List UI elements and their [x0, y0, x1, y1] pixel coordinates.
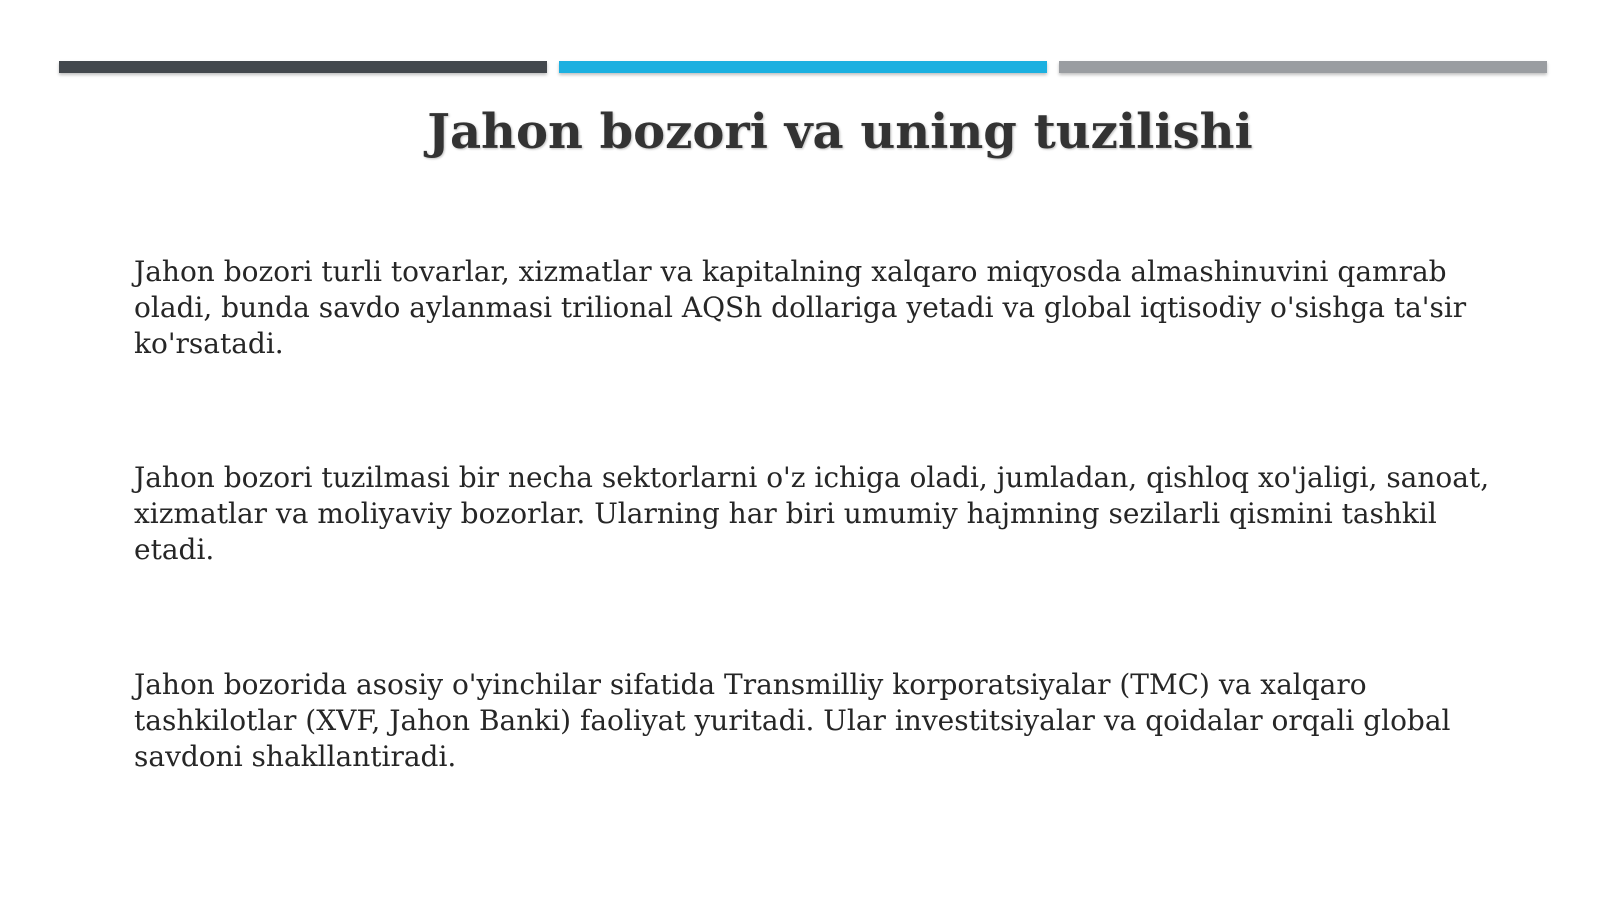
paragraph-1: Jahon bozori turli tovarlar, xizmatlar va kapitalning xalqaro miqyosda almashinuvini qamrab oladi, bunda savdo aylanmasi trilional AQSh dollariga yetadi va global iqtisodiy o'sishga ta'sir ko'rsatadi.	[134, 255, 1467, 360]
accent-bar-blue	[559, 61, 1047, 73]
paragraph-2: Jahon bozori tuzilmasi bir necha sektorlarni o'z ichiga oladi, jumladan, qishloq xo'jaligi, sanoat, xizmatlar va moliyaviy bozorlar. Ularning har biri umumiy hajmning sezilarli qismini tashkil etadi.	[134, 461, 1490, 566]
paragraph-3: Jahon bozorida asosiy o'yinchilar sifatida Transmilliy korporatsiyalar (TMC) va xalqaro tashkilotlar (XVF, Jahon Banki) faoliyat yuritadi. Ular investitsiyalar va qoidalar orqali global savdoni shakllantiradi.	[134, 668, 1451, 773]
accent-bar-dark	[59, 61, 547, 73]
slide-title: Jahon bozori va uning tuzilishi	[427, 104, 1253, 160]
accent-bar-gray	[1059, 61, 1547, 73]
